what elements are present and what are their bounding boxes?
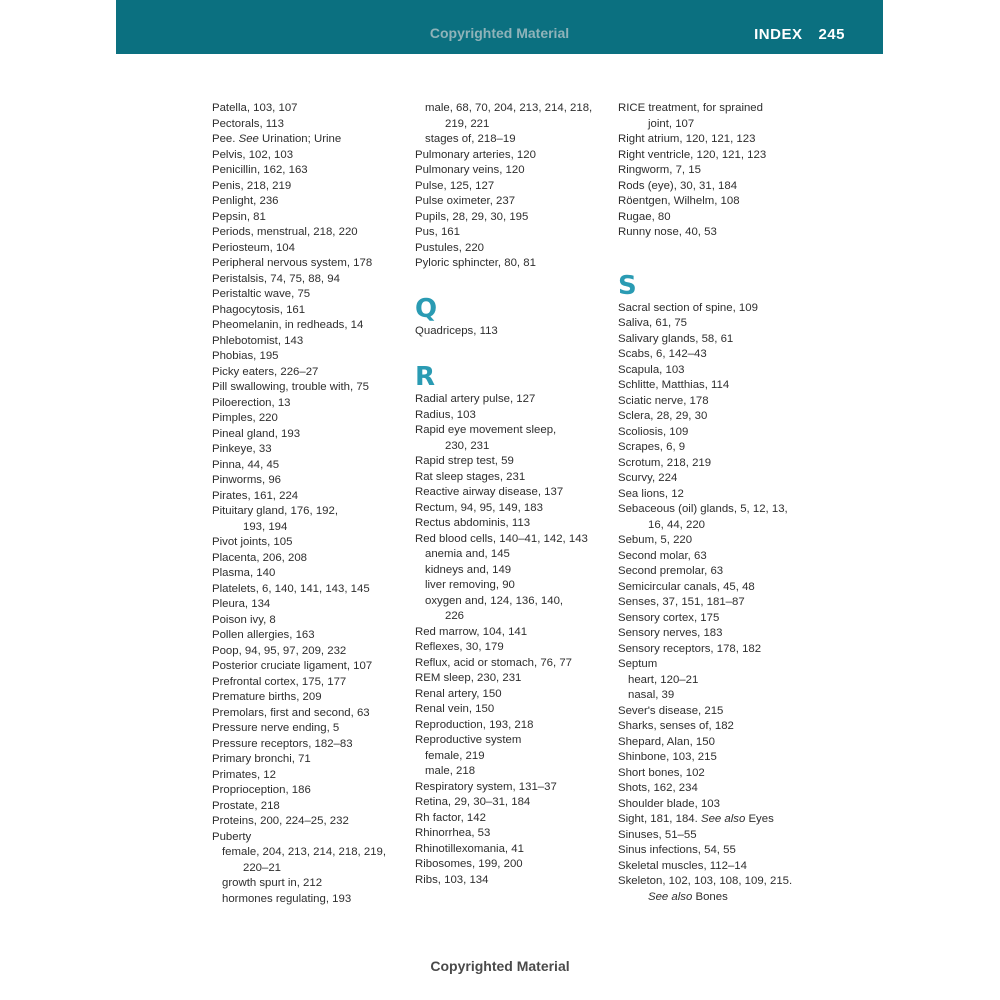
index-entry: Sever's disease, 215 (618, 704, 724, 717)
index-entry: Ribosomes, 199, 200 (415, 858, 523, 870)
index-entry: Shots, 162, 234 (618, 782, 698, 794)
index-entry: Renal vein, 150 (415, 703, 495, 715)
index-entry: Quadriceps, 113 (415, 324, 498, 337)
index-entry: Premolars, first and second, 63 (212, 706, 370, 719)
index-entry-continuation: 219, 221 (445, 117, 490, 130)
index-entry: Semicircular canals, 45, 48 (618, 580, 755, 593)
index-entry: Radial artery pulse, 127 (415, 393, 536, 405)
section-letter-s: S (618, 270, 637, 301)
entry-text: Eyes (745, 813, 774, 825)
index-entry: Right ventricle, 120, 121, 123 (618, 148, 767, 161)
index-entry: Pivot joints, 105 (212, 536, 293, 548)
index-entry-continuation: 226 (445, 610, 465, 622)
index-subentry: growth spurt in, 212 (222, 877, 323, 889)
index-subentry: anemia and, 145 (425, 548, 510, 560)
index-entry: Pinworms, 96 (212, 474, 282, 486)
page-number: 245 (818, 26, 845, 43)
index-entry: Sciatic nerve, 178 (618, 394, 709, 407)
index-entry: Shoulder blade, 103 (618, 797, 720, 810)
index-entry: Poison ivy, 8 (212, 613, 276, 626)
index-entry: Pulse, 125, 127 (415, 179, 495, 192)
index-entry: RICE treatment, for sprained (618, 102, 763, 114)
index-entry: Scoliosis, 109 (618, 425, 689, 438)
index-entry: Red blood cells, 140–41, 142, 143 (415, 532, 588, 545)
header-copyright: Copyrighted Material (429, 25, 570, 41)
index-entry: Skeletal muscles, 112–14 (618, 859, 747, 872)
index-entry: Premature births, 209 (212, 691, 322, 703)
index-entry: Sharks, senses of, 182 (618, 720, 734, 732)
index-entry: Pressure receptors, 182–83 (212, 737, 353, 750)
index-entry: Pulmonary arteries, 120 (415, 148, 536, 161)
index-entry: Pectorals, 113 (212, 117, 284, 130)
index-entry: Prefrontal cortex, 175, 177 (212, 675, 347, 688)
index-entry (212, 132, 412, 148)
index-subentry: liver removing, 90 (425, 579, 515, 591)
index-entry: Retina, 29, 30–31, 184 (415, 796, 531, 808)
index-entry: Second premolar, 63 (618, 565, 724, 577)
index-entry: Prostate, 218 (212, 799, 280, 812)
entry-text: Sight, 181, 184. (618, 813, 701, 825)
index-subentry: stages of, 218–19 (425, 133, 516, 145)
index-entry: Sensory nerves, 183 (618, 627, 723, 639)
index-entry: Peripheral nervous system, 178 (212, 257, 373, 269)
index-entry: Radius, 103 (415, 408, 476, 421)
index-entry: Proprioception, 186 (212, 784, 311, 796)
section-title: INDEX (754, 26, 803, 43)
index-entry: Reflexes, 30, 179 (415, 641, 504, 653)
section-letter-r: R (415, 362, 436, 392)
see-also-reference: See also (700, 813, 746, 825)
index-entry: Reflux, acid or stomach, 76, 77 (415, 656, 573, 669)
index-entry: Plasma, 140 (212, 567, 276, 579)
index-entry: Second molar, 63 (618, 549, 707, 562)
index-entry: Scrapes, 6, 9 (618, 441, 686, 453)
index-entry: Penlight, 236 (212, 195, 279, 207)
index-entry: Skeleton, 102, 103, 108, 109, 215. (618, 875, 793, 887)
index-entry: Pepsin, 81 (212, 210, 266, 223)
index-entry: Right atrium, 120, 121, 123 (618, 133, 756, 145)
index-entry: Penicillin, 162, 163 (212, 164, 308, 176)
index-entry: Sensory receptors, 178, 182 (618, 642, 762, 655)
index-entry: Pleura, 134 (212, 598, 271, 610)
index-subentry: male, 218 (425, 765, 476, 777)
index-entry: Ribs, 103, 134 (415, 873, 489, 886)
index-entry: Penis, 218, 219 (212, 179, 292, 192)
index-entry: Reproduction, 193, 218 (415, 718, 534, 731)
index-entry: Periosteum, 104 (212, 241, 295, 254)
index-entry: Platelets, 6, 140, 141, 143, 145 (212, 582, 370, 595)
index-entry-continuation: joint, 107 (648, 117, 695, 130)
index-entry: Scurvy, 224 (618, 472, 678, 484)
index-entry: Pinkeye, 33 (212, 443, 272, 455)
index-entry: Pupils, 28, 29, 30, 195 (415, 210, 529, 223)
index-entry: Red marrow, 104, 141 (415, 625, 528, 638)
index-entry: Rh factor, 142 (415, 811, 486, 824)
index-entry: Shepard, Alan, 150 (618, 735, 715, 748)
index-entry: Sclera, 28, 29, 30 (618, 410, 708, 422)
index-entry: Rhinorrhea, 53 (415, 827, 491, 839)
index-entry: Sinuses, 51–55 (618, 828, 697, 841)
index-entry: Primary bronchi, 71 (212, 753, 311, 765)
index-subentry: hormones regulating, 193 (222, 892, 352, 905)
index-entry: Piloerection, 13 (212, 396, 291, 409)
index-entry: Rods (eye), 30, 31, 184 (618, 179, 738, 192)
index-entry: Reactive airway disease, 137 (415, 486, 564, 498)
index-entry: Sea lions, 12 (618, 487, 684, 500)
index-entry-continuation: 193, 194 (243, 520, 288, 533)
index-entry: Pineal gland, 193 (212, 427, 301, 440)
footer-copyright: Copyrighted Material (430, 958, 570, 974)
index-entry: Phagocytosis, 161 (212, 303, 306, 316)
index-entry: Schlitte, Matthias, 114 (618, 379, 730, 391)
index-column-1 (212, 101, 412, 907)
index-entry: Rapid eye movement sleep, (415, 424, 557, 436)
index-subentry: kidneys and, 149 (425, 563, 512, 576)
index-entry: Rapid strep test, 59 (415, 455, 514, 467)
index-entry: Pelvis, 102, 103 (212, 148, 294, 161)
index-entry: Sebum, 5, 220 (618, 534, 693, 546)
see-also-reference: See also (648, 890, 693, 903)
index-entry: Rectum, 94, 95, 149, 183 (415, 501, 543, 514)
index-entry: Phlebotomist, 143 (212, 334, 304, 347)
index-entry: Posterior cruciate ligament, 107 (212, 660, 373, 672)
index-entry: Shinbone, 103, 215 (618, 751, 717, 763)
index-column-3 (618, 101, 818, 905)
section-letter-q: Q (415, 293, 438, 324)
index-entry (618, 812, 818, 828)
index-entry: Sinus infections, 54, 55 (618, 844, 736, 856)
header-right (754, 26, 845, 43)
index-subentry: oxygen and, 124, 136, 140, (425, 594, 564, 607)
entry-text: Urination; Urine (258, 133, 342, 145)
entry-text: Bones (692, 890, 728, 903)
index-entry: Primates, 12 (212, 768, 276, 781)
index-entry: Pollen allergies, 163 (212, 629, 315, 641)
index-entry: Poop, 94, 95, 97, 209, 232 (212, 644, 347, 657)
index-entry: Septum (618, 658, 658, 670)
index-entry: Sensory cortex, 175 (618, 611, 720, 624)
index-entry: Rugae, 80 (618, 210, 671, 223)
entry-text: Pee. (212, 133, 239, 145)
index-entry: Pulmonary veins, 120 (415, 164, 525, 176)
index-entry: Ringworm, 7, 15 (618, 164, 701, 176)
index-entry: Picky eaters, 226–27 (212, 365, 319, 378)
index-entry: Pinna, 44, 45 (212, 458, 280, 471)
index-entry: Renal artery, 150 (415, 687, 502, 700)
index-entry-continuation (618, 890, 818, 906)
index-entry: Pulse oximeter, 237 (415, 195, 516, 207)
index-entry: Peristaltic wave, 75 (212, 288, 311, 300)
index-entry: Periods, menstrual, 218, 220 (212, 226, 358, 238)
index-entry: Pheomelanin, in redheads, 14 (212, 319, 364, 331)
index-entry: Pus, 161 (415, 226, 460, 238)
index-entry: Rat sleep stages, 231 (415, 470, 526, 483)
index-entry: Pressure nerve ending, 5 (212, 722, 340, 734)
index-column-2 (415, 101, 615, 888)
header-bar (116, 0, 883, 54)
index-entry: Saliva, 61, 75 (618, 317, 688, 329)
index-entry: Scrotum, 218, 219 (618, 456, 712, 469)
index-entry: Scabs, 6, 142–43 (618, 348, 707, 360)
index-entry: Rectus abdominis, 113 (415, 517, 531, 529)
index-entry-continuation: 16, 44, 220 (648, 518, 706, 531)
index-entry: Pirates, 161, 224 (212, 489, 299, 502)
index-subentry: heart, 120–21 (628, 673, 699, 686)
index-entry: Peristalsis, 74, 75, 88, 94 (212, 272, 340, 285)
index-entry: Runny nose, 40, 53 (618, 226, 717, 238)
index-entry: Pustules, 220 (415, 241, 485, 254)
index-entry: Pituitary gland, 176, 192, (212, 505, 339, 517)
index-entry: Phobias, 195 (212, 350, 279, 362)
index-entry: Senses, 37, 151, 181–87 (618, 596, 745, 608)
index-entry: Pill swallowing, trouble with, 75 (212, 381, 370, 393)
index-entry: Scapula, 103 (618, 363, 685, 376)
index-entry: Sacral section of spine, 109 (618, 301, 758, 314)
index-subentry: female, 204, 213, 214, 218, 219, (222, 846, 387, 858)
index-entry: Rhinotillexomania, 41 (415, 842, 524, 855)
index-entry: Reproductive system (415, 734, 522, 746)
index-entry: Pyloric sphincter, 80, 81 (415, 257, 536, 269)
index-entry-continuation: 220–21 (243, 861, 282, 874)
index-entry: Short bones, 102 (618, 766, 705, 779)
index-entry: Pimples, 220 (212, 412, 278, 424)
index-entry: Respiratory system, 131–37 (415, 780, 557, 793)
see-reference: See (238, 133, 259, 145)
index-entry: Sebaceous (oil) glands, 5, 12, 13, (618, 503, 788, 515)
index-entry: Röentgen, Wilhelm, 108 (618, 195, 740, 207)
index-entry: Puberty (212, 830, 252, 843)
index-entry: Proteins, 200, 224–25, 232 (212, 815, 349, 827)
index-subentry: male, 68, 70, 204, 213, 214, 218, (425, 102, 593, 114)
index-entry: Placenta, 206, 208 (212, 551, 307, 564)
index-subentry: female, 219 (425, 749, 485, 762)
index-entry-continuation: 230, 231 (445, 439, 490, 452)
index-entry: Patella, 103, 107 (212, 102, 298, 114)
index-subentry: nasal, 39 (628, 689, 675, 701)
index-entry: REM sleep, 230, 231 (415, 672, 522, 684)
index-entry: Salivary glands, 58, 61 (618, 332, 734, 345)
